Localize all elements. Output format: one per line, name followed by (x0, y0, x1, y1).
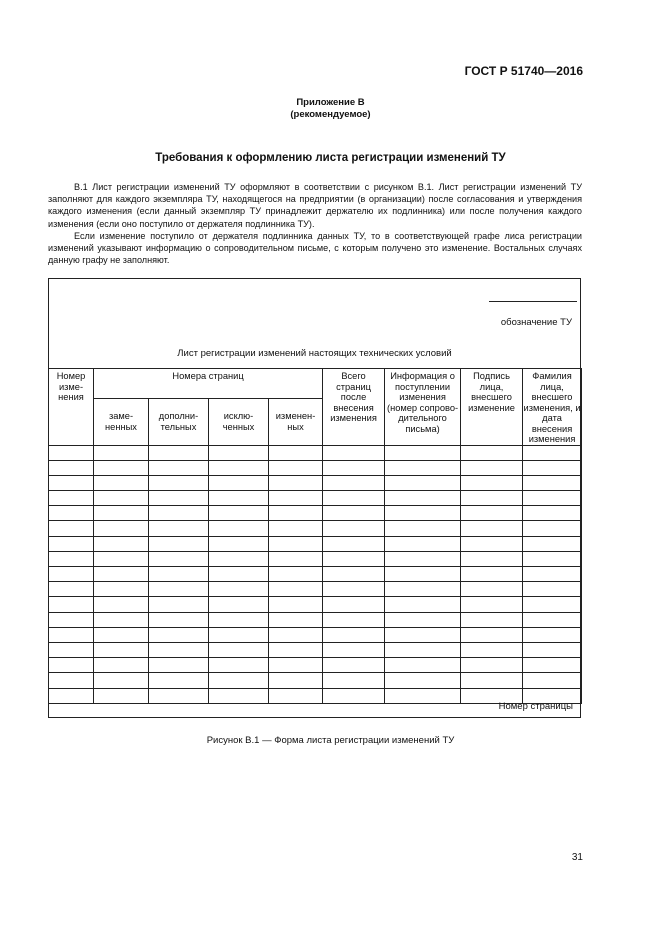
figure-caption: Рисунок В.1 — Форма листа регистрации изменений ТУ (206, 735, 455, 746)
table-cell (523, 551, 582, 566)
table-cell (523, 658, 582, 673)
table-row (49, 445, 582, 460)
col-signature: Подпись лица, внесшего изменение (461, 369, 523, 446)
table-row (49, 582, 582, 597)
table-cell (523, 642, 582, 657)
table-row (49, 642, 582, 657)
table-cell (461, 658, 523, 673)
table-cell (523, 521, 582, 536)
table-cell (94, 445, 149, 460)
table-row (49, 612, 582, 627)
table-cell (523, 582, 582, 597)
table-cell (523, 673, 582, 688)
table-cell (49, 688, 94, 703)
table-cell (49, 642, 94, 657)
table-cell (149, 673, 209, 688)
page-number-label: Номер страницы (498, 701, 573, 712)
table-cell (209, 612, 269, 627)
table-cell (94, 460, 149, 475)
table-cell (385, 536, 461, 551)
table-cell (461, 506, 523, 521)
page-number: 31 (571, 852, 583, 863)
table-cell (523, 445, 582, 460)
table-cell (49, 491, 94, 506)
table-cell (461, 521, 523, 536)
col-change-number: Номер изме-нения (49, 369, 94, 446)
table-cell (269, 642, 323, 657)
table-cell (49, 673, 94, 688)
table-row (49, 658, 582, 673)
table-cell (269, 567, 323, 582)
table-cell (323, 567, 385, 582)
table-cell (523, 475, 582, 490)
table-cell (149, 658, 209, 673)
table-cell (49, 582, 94, 597)
table-cell (323, 491, 385, 506)
table-cell (323, 688, 385, 703)
table-cell (269, 658, 323, 673)
table-cell (323, 445, 385, 460)
table-cell (94, 536, 149, 551)
designation-line (489, 301, 577, 302)
table-cell (149, 491, 209, 506)
table-cell (49, 536, 94, 551)
section-title: Требования к оформлению листа регистрации изменений ТУ (155, 152, 506, 164)
table-row (49, 475, 582, 490)
table-cell (49, 597, 94, 612)
table-cell (323, 521, 385, 536)
table-cell (149, 567, 209, 582)
table-cell (523, 627, 582, 642)
table-cell (49, 551, 94, 566)
table-cell (461, 567, 523, 582)
form-title: Лист регистрации изменений настоящих технических условий (177, 348, 452, 359)
table-cell (461, 597, 523, 612)
table-cell (323, 642, 385, 657)
col-replaced: заме-ненных (94, 398, 149, 445)
table-cell (385, 491, 461, 506)
table-cell (323, 475, 385, 490)
table-cell (269, 627, 323, 642)
table-cell (385, 627, 461, 642)
table-cell (209, 521, 269, 536)
table-cell (94, 627, 149, 642)
table-cell (523, 491, 582, 506)
table-cell (269, 597, 323, 612)
table-cell (269, 460, 323, 475)
table-cell (269, 688, 323, 703)
table-cell (209, 597, 269, 612)
table-cell (461, 612, 523, 627)
paragraph-b1 (48, 181, 582, 230)
table-row (49, 673, 582, 688)
table-row (49, 521, 582, 536)
table-cell (209, 642, 269, 657)
col-excluded: исклю-ченных (209, 398, 269, 445)
table-cell (323, 582, 385, 597)
table-cell (209, 673, 269, 688)
table-row (49, 536, 582, 551)
table-cell (149, 521, 209, 536)
table-cell (385, 460, 461, 475)
table-cell (385, 445, 461, 460)
table-cell (149, 582, 209, 597)
table-cell (269, 673, 323, 688)
table-cell (209, 551, 269, 566)
table-row (49, 567, 582, 582)
table-cell (49, 445, 94, 460)
paragraph-b1-continued-text: Если изменение поступило от держателя подлинника данных ТУ, то в соответствующей графе лиса регистрации изменений указывают информацию о сопроводительном письме, с которым получено это изменение. Востальных случаях данную графу не заполняют. (48, 231, 582, 266)
table-cell (523, 460, 582, 475)
table-cell (94, 551, 149, 566)
table-cell (149, 612, 209, 627)
table-cell (94, 658, 149, 673)
col-total-pages: Всего страниц после внесения изменения (323, 369, 385, 446)
table-row (49, 551, 582, 566)
table-cell (523, 567, 582, 582)
table-row (49, 597, 582, 612)
table-cell (149, 597, 209, 612)
table-cell (323, 597, 385, 612)
table-cell (385, 475, 461, 490)
table-cell (149, 642, 209, 657)
table-cell (94, 491, 149, 506)
table-cell (323, 658, 385, 673)
table-cell (461, 551, 523, 566)
table-cell (269, 536, 323, 551)
table-cell (94, 567, 149, 582)
table-cell (209, 491, 269, 506)
table-cell (49, 612, 94, 627)
table-cell (523, 536, 582, 551)
table-cell (149, 506, 209, 521)
table-cell (461, 642, 523, 657)
table-cell (269, 445, 323, 460)
table-cell (323, 506, 385, 521)
col-surname-date: Фамилия лица, внесшего изменения, и дата внесения изменения (523, 369, 582, 446)
table-cell (149, 460, 209, 475)
table-cell (209, 688, 269, 703)
table-cell (461, 673, 523, 688)
table-cell (209, 445, 269, 460)
table-cell (94, 642, 149, 657)
table-cell (49, 627, 94, 642)
table-cell (209, 567, 269, 582)
col-page-numbers: Номера страниц (94, 369, 323, 399)
table-cell (323, 536, 385, 551)
table-cell (461, 475, 523, 490)
table-cell (94, 506, 149, 521)
table-cell (523, 506, 582, 521)
table-cell (49, 567, 94, 582)
table-row (49, 460, 582, 475)
table-cell (461, 445, 523, 460)
table-row (49, 491, 582, 506)
standard-designation: ГОСТ Р 51740—2016 (464, 64, 583, 78)
table-cell (49, 521, 94, 536)
registration-table (48, 368, 582, 704)
table-cell (461, 627, 523, 642)
appendix-title: Приложение В (296, 97, 365, 108)
appendix-status: (рекомендуемое) (290, 109, 371, 120)
col-changed: изменен-ных (269, 398, 323, 445)
col-receipt-info: Информация о поступлении изменения (номер сопрово-дительного письма) (385, 369, 461, 446)
table-cell (385, 673, 461, 688)
table-cell (49, 658, 94, 673)
table-cell (323, 673, 385, 688)
table-cell (385, 521, 461, 536)
table-cell (149, 475, 209, 490)
table-cell (323, 612, 385, 627)
table-cell (385, 658, 461, 673)
table-cell (269, 491, 323, 506)
table-cell (323, 627, 385, 642)
table-cell (94, 597, 149, 612)
table-cell (49, 475, 94, 490)
table-cell (385, 551, 461, 566)
table-cell (149, 445, 209, 460)
table-cell (269, 551, 323, 566)
table-cell (323, 460, 385, 475)
table-row (49, 627, 582, 642)
table-cell (461, 536, 523, 551)
table-cell (385, 642, 461, 657)
table-cell (385, 688, 461, 703)
table-cell (49, 460, 94, 475)
table-cell (94, 475, 149, 490)
table-cell (269, 506, 323, 521)
table-cell (523, 612, 582, 627)
table-cell (269, 521, 323, 536)
table-cell (149, 688, 209, 703)
table-cell (209, 658, 269, 673)
table-cell (209, 536, 269, 551)
table-cell (209, 582, 269, 597)
table-row (49, 506, 582, 521)
table-cell (269, 475, 323, 490)
table-cell (149, 551, 209, 566)
table-cell (94, 582, 149, 597)
table-cell (385, 612, 461, 627)
table-cell (209, 627, 269, 642)
table-cell (461, 491, 523, 506)
table-cell (94, 612, 149, 627)
table-cell (49, 506, 94, 521)
table-cell (209, 460, 269, 475)
table-cell (209, 506, 269, 521)
table-cell (385, 582, 461, 597)
table-cell (323, 551, 385, 566)
table-cell (385, 506, 461, 521)
table-cell (209, 475, 269, 490)
table-cell (461, 582, 523, 597)
table-cell (94, 688, 149, 703)
col-additional: дополни-тельных (149, 398, 209, 445)
table-cell (385, 567, 461, 582)
table-cell (461, 460, 523, 475)
paragraph-b1-text: В.1 Лист регистрации изменений ТУ оформляют в соответствии с рисунком В.1. Лист регистрации изменений ТУ заполняют для каждого экземпляра ТУ, находящегося на предприятии (в организации) после согласования и утверждения каждого изменения (если данный экземпляр ТУ принадлежит держателю их подлинника) или после получения каждого изменения (если оно поступило от держателя подлинника ТУ). (48, 182, 582, 229)
table-cell (149, 627, 209, 642)
table-cell (94, 673, 149, 688)
table-cell (523, 597, 582, 612)
designation-label: обозначение ТУ (500, 317, 572, 328)
table-cell (269, 582, 323, 597)
registration-form (48, 278, 581, 718)
table-cell (385, 597, 461, 612)
table-cell (94, 521, 149, 536)
table-cell (149, 536, 209, 551)
paragraph-b1-continued (48, 230, 582, 267)
table-cell (269, 612, 323, 627)
